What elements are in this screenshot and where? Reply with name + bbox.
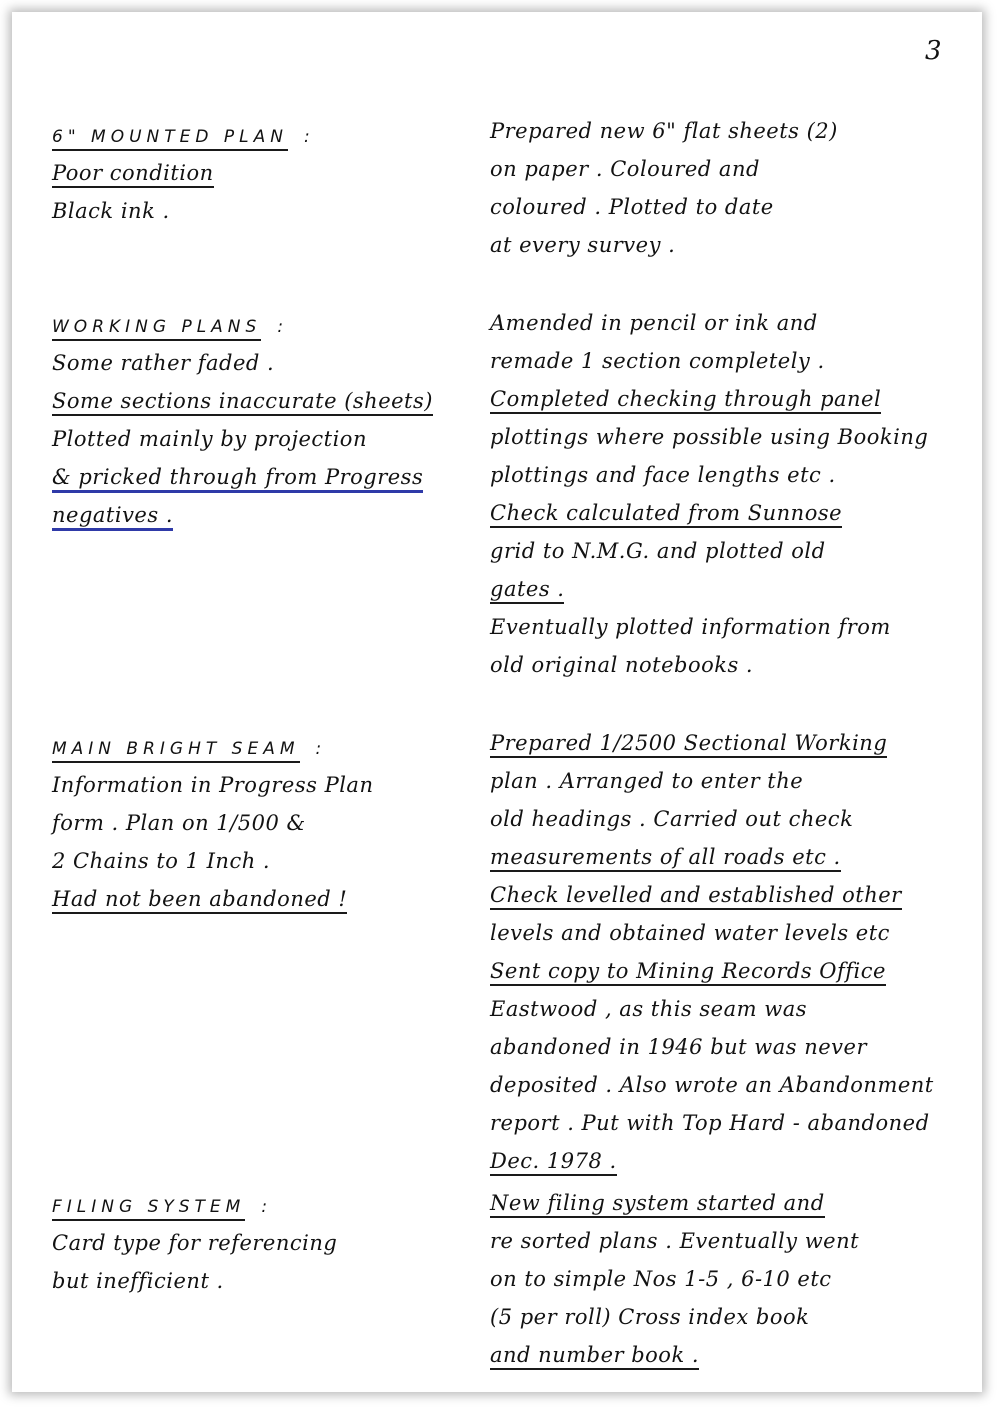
section-working-plans-notes xyxy=(52,310,472,534)
note-line: 2 Chains to 1 Inch . xyxy=(52,849,271,873)
action-line: remade 1 section completely . xyxy=(490,349,825,373)
action-line: old headings . Carried out check xyxy=(490,807,854,831)
action-line: Eventually plotted information from xyxy=(490,615,891,639)
note-line: but inefficient . xyxy=(52,1269,224,1293)
heading-text: FILING SYSTEM xyxy=(52,1195,245,1221)
section-heading xyxy=(52,310,472,344)
note-line: Card type for referencing xyxy=(52,1231,338,1255)
heading-text: MAIN BRIGHT SEAM xyxy=(52,737,300,763)
action-line: on paper . Coloured and xyxy=(490,157,760,181)
heading-text: 6" MOUNTED PLAN xyxy=(52,125,288,151)
action-line: grid to N.M.G. and plotted old xyxy=(490,539,826,563)
action-line: Dec. 1978 . xyxy=(490,1142,960,1180)
action-line: gates . xyxy=(490,570,960,608)
note-line: Plotted mainly by projection xyxy=(52,427,367,451)
scanned-page xyxy=(12,12,982,1392)
action-line: Check calculated from Sunnose xyxy=(490,494,960,532)
action-line: and number book . xyxy=(490,1336,960,1374)
page-number: 3 xyxy=(925,36,942,66)
action-line: old original notebooks . xyxy=(490,653,754,677)
heading-text: WORKING PLANS xyxy=(52,315,261,341)
section-working-plans-actions xyxy=(490,304,960,684)
action-line: Amended in pencil or ink and xyxy=(490,311,818,335)
action-line: deposited . Also wrote an Abandonment xyxy=(490,1073,934,1097)
action-line: Completed checking through panel xyxy=(490,380,960,418)
note-line: Some sections inaccurate (sheets) xyxy=(52,382,472,420)
section-mounted-plan-notes xyxy=(52,120,472,230)
action-line: (5 per roll) Cross index book xyxy=(490,1305,810,1329)
note-line: Had not been abandoned ! xyxy=(52,880,472,918)
note-line: Some rather faded . xyxy=(52,351,275,375)
action-line: on to simple Nos 1-5 , 6-10 etc xyxy=(490,1267,832,1291)
action-line: Sent copy to Mining Records Office xyxy=(490,952,960,990)
heading-colon: : xyxy=(315,739,327,759)
action-line: at every survey . xyxy=(490,233,676,257)
action-line: Check levelled and established other xyxy=(490,876,960,914)
section-heading xyxy=(52,120,472,154)
note-line: Poor condition xyxy=(52,154,472,192)
action-line: Eastwood , as this seam was xyxy=(490,997,807,1021)
section-heading xyxy=(52,732,472,766)
action-line: measurements of all roads etc . xyxy=(490,838,960,876)
action-line: plan . Arranged to enter the xyxy=(490,769,804,793)
section-main-bright-seam-notes xyxy=(52,732,472,918)
note-line: & pricked through from Progress xyxy=(52,458,472,496)
section-filing-system-notes xyxy=(52,1190,472,1300)
heading-colon: : xyxy=(277,317,289,337)
section-mounted-plan-actions xyxy=(490,112,960,264)
heading-colon: : xyxy=(303,127,315,147)
note-line: Information in Progress Plan xyxy=(52,773,374,797)
action-line: levels and obtained water levels etc xyxy=(490,921,890,945)
action-line: re sorted plans . Eventually went xyxy=(490,1229,860,1253)
section-filing-system-actions xyxy=(490,1184,960,1374)
action-line: Prepared 1/2500 Sectional Working xyxy=(490,724,960,762)
note-line: form . Plan on 1/500 & xyxy=(52,811,306,835)
action-line: abandoned in 1946 but was never xyxy=(490,1035,868,1059)
action-line: plottings where possible using Booking xyxy=(490,425,929,449)
note-line: Black ink . xyxy=(52,199,170,223)
section-main-bright-seam-actions xyxy=(490,724,960,1180)
heading-colon: : xyxy=(261,1197,273,1217)
action-line: New filing system started and xyxy=(490,1184,960,1222)
note-line: negatives . xyxy=(52,496,472,534)
action-line: Prepared new 6" flat sheets (2) xyxy=(490,119,838,143)
action-line: plottings and face lengths etc . xyxy=(490,463,836,487)
action-line: report . Put with Top Hard - abandoned xyxy=(490,1111,930,1135)
action-line: coloured . Plotted to date xyxy=(490,195,774,219)
section-heading xyxy=(52,1190,472,1224)
